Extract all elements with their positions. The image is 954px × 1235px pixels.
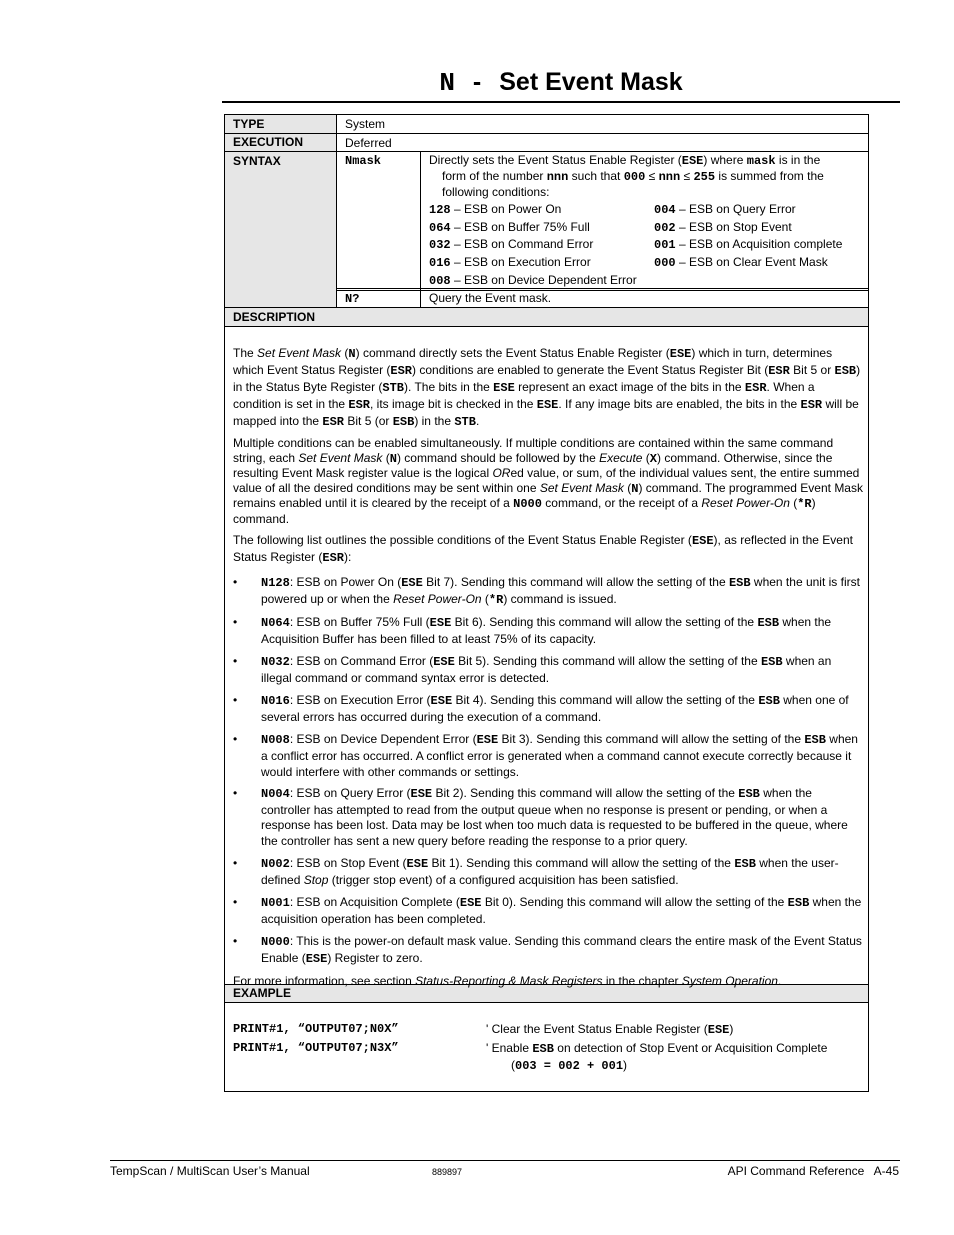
table-divider	[224, 151, 869, 152]
title-rule	[222, 101, 900, 103]
example-code-line: PRINT#1, “OUTPUT07;N3X”	[233, 1041, 399, 1055]
table-column-divider	[420, 151, 421, 308]
description-paragraph: For more information, see section Status-Reporting & Mask Registers in the chapter System Operation.	[233, 974, 782, 988]
description-label: DESCRIPTION	[233, 310, 316, 324]
syntax-command-nmask: Nmask	[345, 154, 382, 168]
type-value: System	[345, 117, 386, 131]
description-paragraph: Multiple conditions can be enabled simultaneously. If multiple conditions are contained within the same command string, each Set Event Mask (N) command should be followed by the Execute (X) command. Otherwise, since the resulting Event Mask register value is the logical ORed value, or sum, of the individual values sent, the entire summed value of all the desired conditions may be sent within one Set Event Mask (N) command. The programmed Event Mask remains enabled until it is cleared by the receipt of a N000 command, or the receipt of a Reset Power-On (*R) command.	[233, 436, 863, 526]
list-item: • N032: ESB on Command Error (ESE Bit 5). Sending this command will allow the setting of the ESB when an illegal command or command syntax error is detected.	[233, 654, 832, 685]
syntax-command-query: N?	[345, 292, 360, 306]
list-item: • N128: ESB on Power On (ESE Bit 7). Sending this command will allow the setting of the ESB when the unit is first powered up or when the Reset Power-On (*R) command is issued.	[233, 575, 860, 607]
condition-list	[233, 574, 863, 967]
list-item: • N064: ESB on Buffer 75% Full (ESE Bit 6). Sending this command will allow the setting of the ESB when the Acquisition Buffer has been filled to at least 75% of its capacity.	[233, 615, 832, 646]
example-comment: ' Enable ESB on detection of Stop Event or Acquisition Complete	[486, 1041, 828, 1056]
table-divider	[224, 307, 869, 308]
syntax-label: SYNTAX	[233, 154, 281, 168]
footer-manual-title: TempScan / MultiScan User’s Manual	[110, 1164, 310, 1178]
condition-item: 128 – ESB on Power On	[429, 202, 562, 217]
condition-item: 064 – ESB on Buffer 75% Full	[429, 220, 590, 235]
title-dash: -	[472, 68, 482, 96]
syntax-description	[429, 153, 863, 200]
condition-item: 032 – ESB on Command Error	[429, 237, 594, 252]
footer-part-number: 889897	[432, 1167, 463, 1177]
example-label: EXAMPLE	[233, 986, 292, 1000]
condition-item: 016 – ESB on Execution Error	[429, 255, 591, 270]
syntax-desc-line1: Directly sets the Event Status Enable Register (ESE) where mask is in the	[429, 153, 821, 168]
list-item: • N004: ESB on Query Error (ESE Bit 2). Sending this command will allow the setting of the ESB when the controller has attempted to read from the output queue when no response is present or pending, or when a response has been lost. Data may be lost when too much data is requested to be buffered in the queue, where the controller has sent a new query before reading the response to a prior query.	[233, 786, 848, 848]
table-divider	[336, 290, 869, 291]
description-paragraph: The Set Event Mask (N) command directly sets the Event Status Enable Register (ESE) which in turn, determines which Event Status Register (ESR) conditions are enabled to generate the Event Status Register Bit (ESR Bit 5 or ESB) in the Status Byte Register (STB). The bits in the ESE represent an exact image of the bits in the ESR. When a condition is set in the ESR, its image bit is checked in the ESE. If any image bits are enabled, the bits in the ESR will be mapped into the ESR Bit 5 (or ESB) in the STB.	[233, 346, 861, 429]
condition-item: 001 – ESB on Acquisition complete	[654, 237, 843, 252]
syntax-desc-line3: following conditions:	[442, 185, 550, 199]
description-body	[233, 345, 863, 995]
title-command: N	[439, 68, 455, 98]
table-divider	[336, 288, 869, 289]
title-name: Set Event Mask	[499, 68, 683, 96]
table-divider	[224, 326, 869, 327]
condition-item: 002 – ESB on Stop Event	[654, 220, 792, 235]
list-item: • N000: This is the power-on default mask value. Sending this command clears the entire mask of the Event Status Enable (ESE) Register to zero.	[233, 934, 862, 966]
syntax-desc-line2: form of the number nnn such that 000 ≤ nnn ≤ 255 is summed from the	[442, 169, 824, 184]
table-column-divider	[336, 114, 337, 308]
condition-item: 008 – ESB on Device Dependent Error	[429, 273, 637, 288]
description-paragraph: The following list outlines the possible conditions of the Event Status Enable Register (ESE), as reflected in the Event Status Register (ESR):	[233, 533, 853, 565]
footer-rule	[110, 1160, 900, 1161]
list-item: • N008: ESB on Device Dependent Error (ESE Bit 3). Sending this command will allow the setting of the ESB when a conflict error has occurred. A conflict error is generated when a command cannot execute correctly because it would interfere with other commands or settings.	[233, 732, 858, 779]
execution-value: Deferred	[345, 136, 392, 150]
syntax-query-description: Query the Event mask.	[429, 291, 552, 305]
example-code-line: PRINT#1, “OUTPUT07;N0X”	[233, 1022, 399, 1036]
list-item: • N002: ESB on Stop Event (ESE Bit 1). Sending this command will allow the setting of the ESB when the user-defined Stop (trigger stop event) of a configured acquisition has been satisfied.	[233, 856, 839, 887]
example-comment: (003 = 002 + 001)	[511, 1058, 628, 1073]
list-item: • N016: ESB on Execution Error (ESE Bit 4). Sending this command will allow the setting of the ESB when one of several errors has occurred during the execution of a command.	[233, 693, 849, 724]
page-title	[222, 68, 900, 100]
condition-item: 004 – ESB on Query Error	[654, 202, 796, 217]
table-divider	[224, 133, 869, 134]
execution-label: EXECUTION	[233, 135, 304, 149]
table-divider	[224, 1002, 869, 1003]
list-item: • N001: ESB on Acquisition Complete (ESE Bit 0). Sending this command will allow the setting of the ESB when the acquisition operation has been completed.	[233, 895, 862, 926]
example-comment: ' Clear the Event Status Enable Register (ESE)	[486, 1022, 734, 1037]
footer-page-ref: API Command Reference A-45	[727, 1164, 899, 1178]
type-label: TYPE	[233, 117, 265, 131]
condition-item: 000 – ESB on Clear Event Mask	[654, 255, 828, 270]
